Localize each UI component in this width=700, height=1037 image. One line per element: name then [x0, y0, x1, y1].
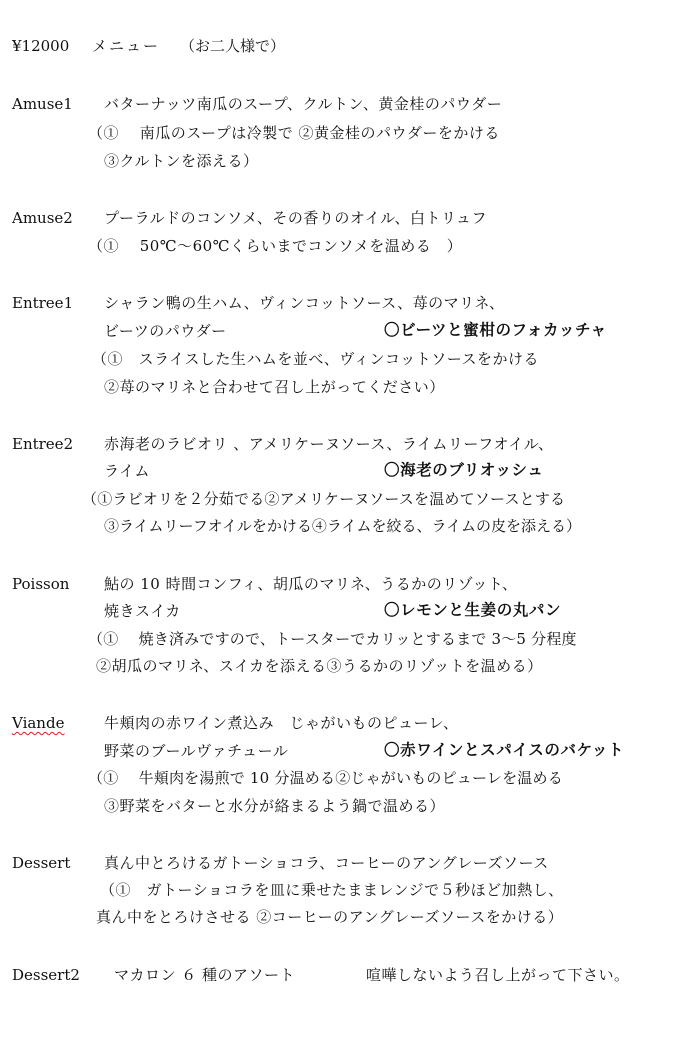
course-label-amuse2: Amuse2	[12, 209, 73, 227]
step-line: ③クルトンを添える）	[104, 152, 259, 170]
step-line: （① ガトーショコラを皿に乗せたままレンジで５秒ほど加熱し、	[100, 881, 564, 899]
dish-line: シャラン鴨の生ハム、ヴィンコットソース、苺のマリネ、	[104, 294, 505, 312]
dish-line: ライム	[104, 462, 151, 480]
bread-pairing: 〇レモンと生姜の丸パン	[384, 601, 562, 619]
step-line: （① スライスした生ハムを並べ、ヴィンコットソースをかける	[92, 350, 539, 368]
course-label-dessert: Dessert	[12, 854, 71, 872]
dish-line: プーラルドのコンソメ、その香りのオイル、白トリュフ	[104, 209, 488, 227]
dish-line: 真ん中とろけるガトーショコラ、コーヒーのアングレーズソース	[104, 854, 549, 872]
course-label-entree2: Entree2	[12, 435, 74, 453]
step-line: （① 南瓜のスープは冷製で ②黄金桂のパウダーをかける	[88, 124, 500, 142]
step-line: （① 50℃～60℃くらいまでコンソメを温める ）	[88, 237, 463, 255]
menu-title: メニュー	[92, 37, 161, 55]
dessert-note: 喧嘩しないよう召し上がって下さい。	[366, 966, 630, 984]
course-label-dessert2: Dessert2	[12, 966, 80, 984]
bread-pairing: 〇海老のブリオッシュ	[384, 461, 544, 479]
course-label-entree1: Entree1	[12, 294, 74, 312]
dish-line: バターナッツ南瓜のスープ、クルトン、黄金桂のパウダー	[104, 95, 503, 113]
step-line: ②苺のマリネと合わせて召し上がってください）	[104, 378, 445, 396]
step-line: （①ラビオリを２分茹でる②アメリケーヌソースを温めてソースとする	[82, 490, 566, 508]
step-line: （① 牛頬肉を湯煎で 10 分温める②じゃがいものピューレを温める	[88, 769, 563, 787]
step-line: ③ライムリーフオイルをかける④ライムを絞る、ライムの皮を添える）	[104, 517, 582, 535]
course-label-poisson: Poisson	[12, 575, 70, 593]
step-line: 真ん中をとろけさせる ②コーヒーのアングレーズソースをかける）	[96, 908, 564, 926]
dish-line: 赤海老のラビオリ 、アメリケーヌソース、ライムリーフオイル、	[104, 435, 554, 453]
dish-line: 鮎の 10 時間コンフィ、胡瓜のマリネ、うるかのリゾット、	[104, 575, 518, 593]
dish-line: マカロン ６ 種のアソート	[114, 966, 296, 984]
bread-pairing: 〇赤ワインとスパイスのバケット	[384, 741, 625, 759]
dish-line: 焼きスイカ	[104, 602, 181, 620]
step-line: ②胡瓜のマリネ、スイカを添える③うるかのリゾットを温める）	[96, 657, 543, 675]
course-label-viande: Viande	[12, 714, 65, 732]
menu-price: ¥12000	[12, 37, 70, 55]
step-line: ③野菜をバターと水分が絡まるよう鍋で温める）	[104, 797, 446, 815]
dish-line: 野菜のブールヴァチュール	[104, 742, 289, 760]
course-label-amuse1: Amuse1	[12, 95, 73, 113]
menu-note: （お二人様で）	[180, 37, 286, 55]
bread-pairing: 〇ビーツと蜜柑のフォカッチャ	[384, 321, 607, 339]
dish-line: ビーツのパウダー	[104, 322, 227, 340]
step-line: （① 焼き済みですので、トースターでカリッとするまで 3～5 分程度	[88, 630, 577, 648]
dish-line: 牛頬肉の赤ワイン煮込み じゃがいものピューレ、	[104, 714, 459, 732]
